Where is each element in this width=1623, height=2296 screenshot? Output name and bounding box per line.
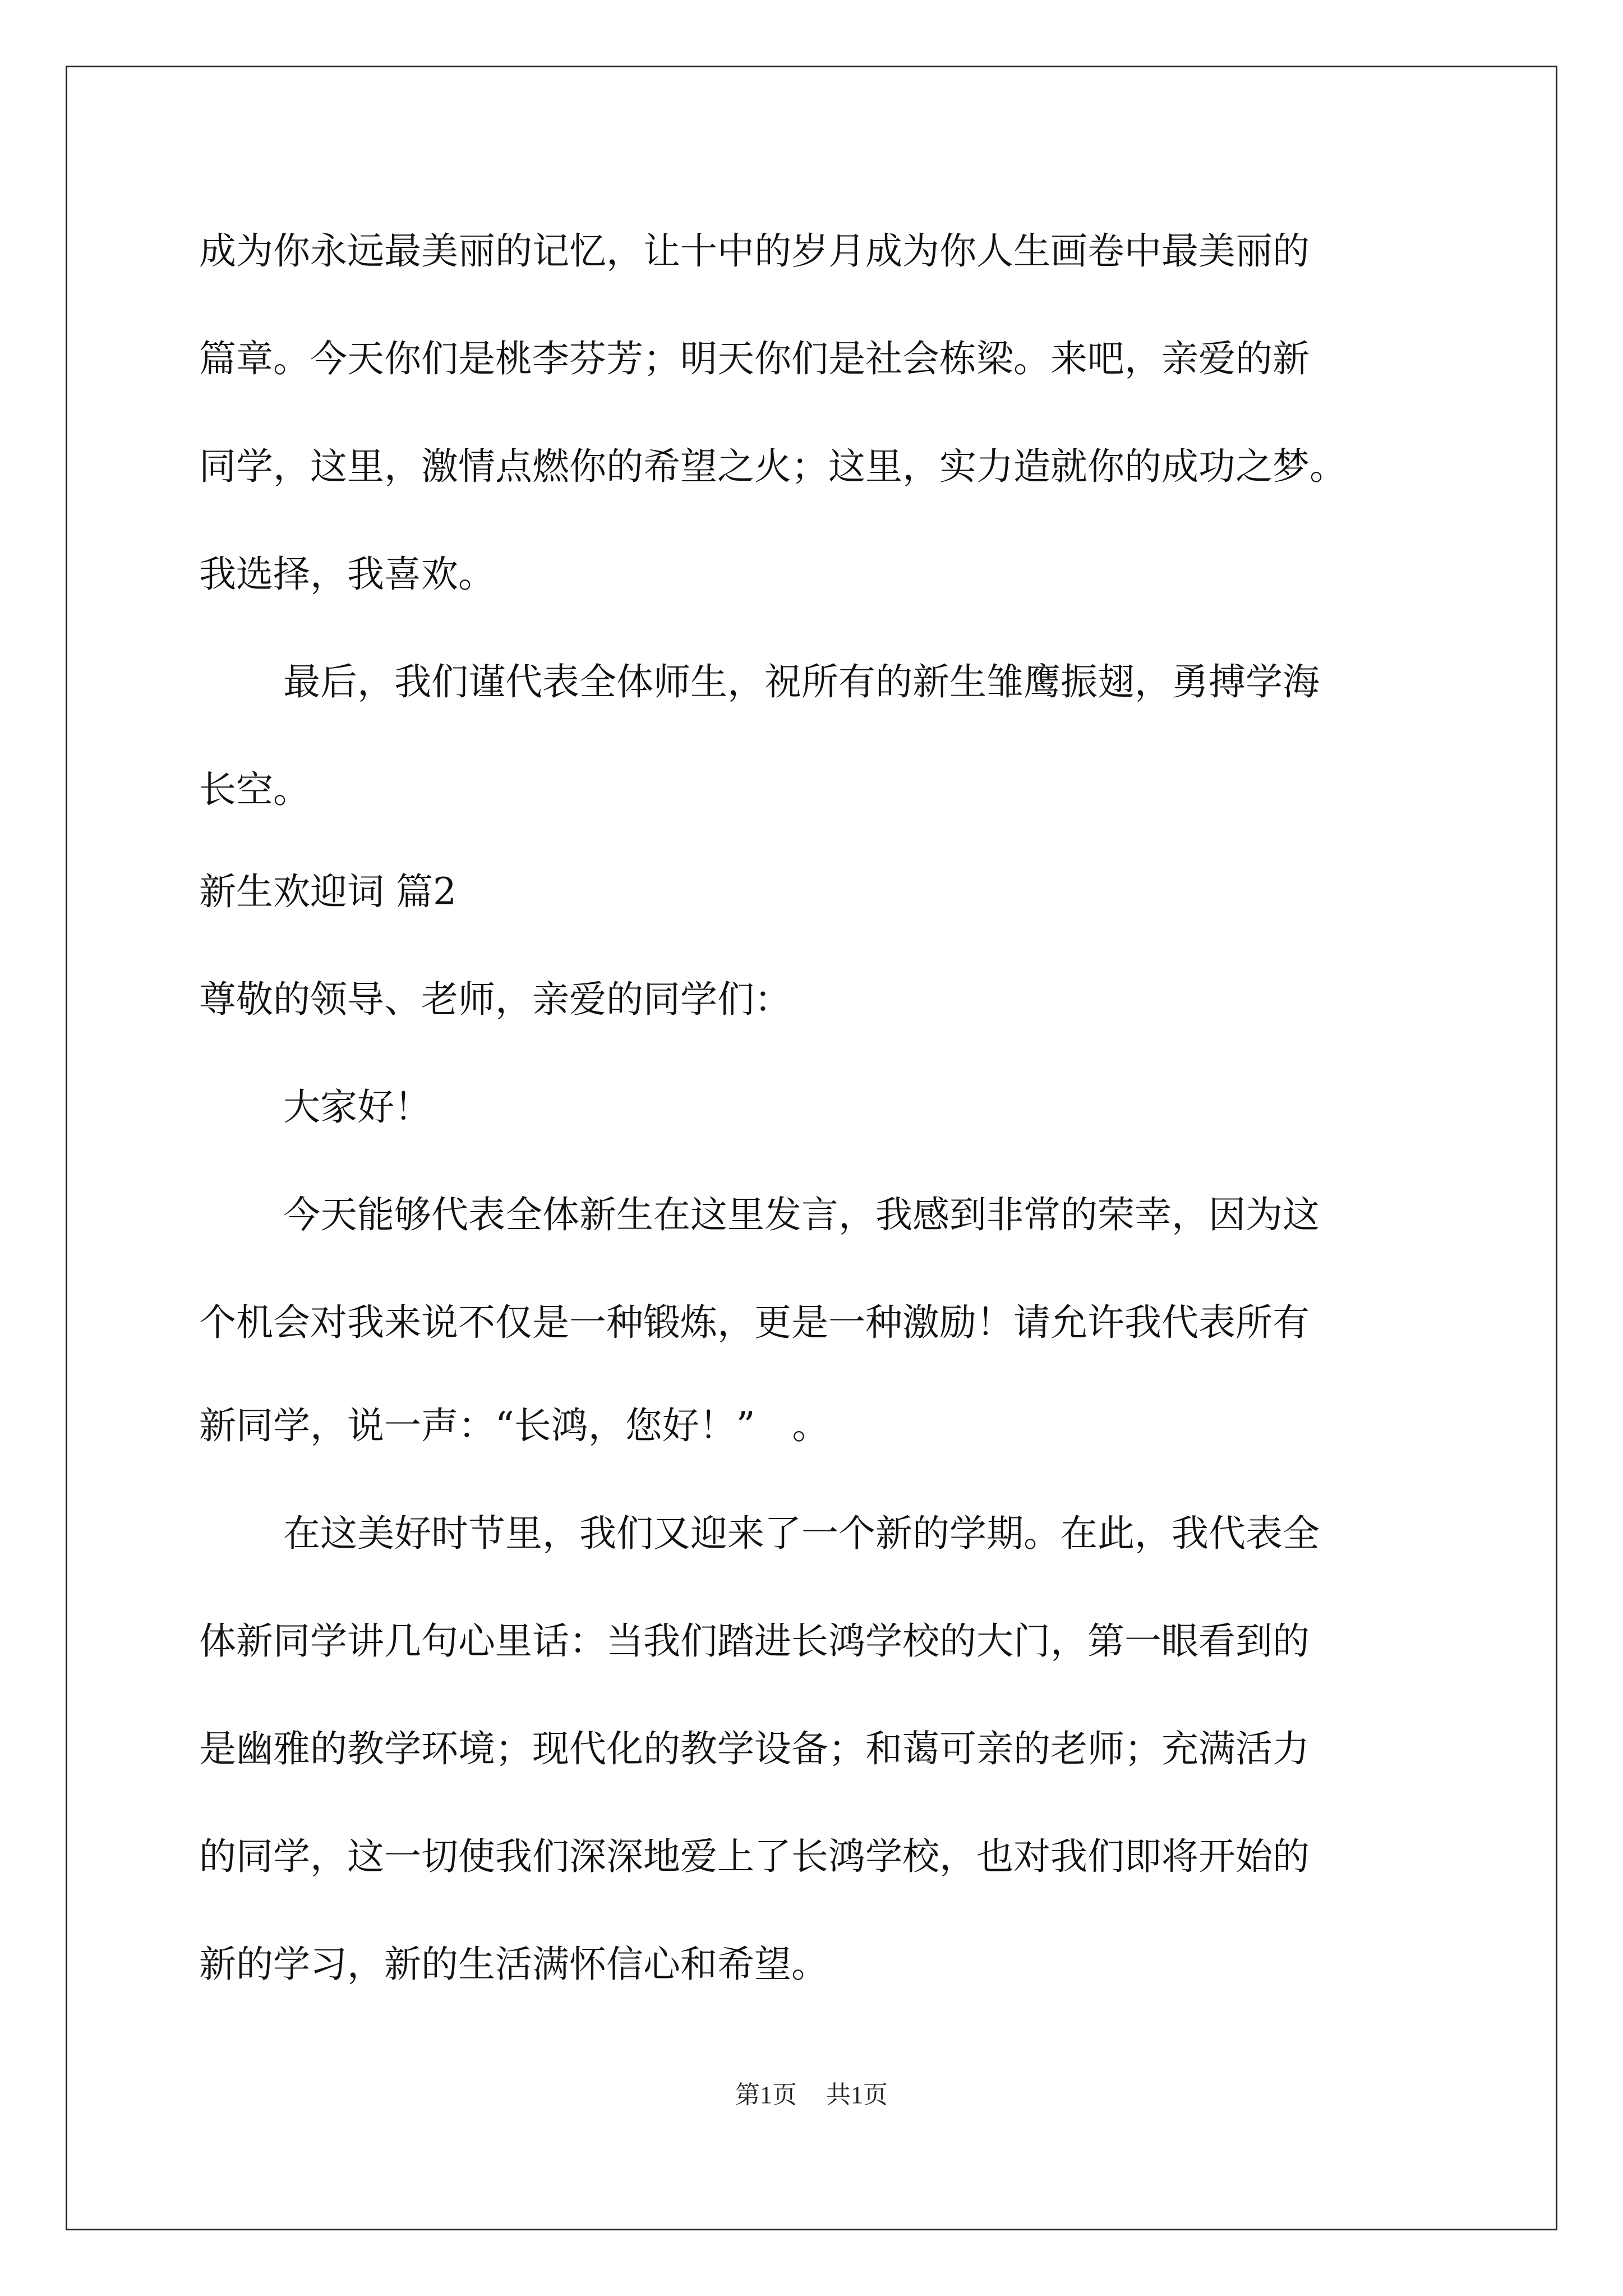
section-heading: 新生欢迎词 篇2 [199,870,457,913]
paragraph-line: 新的学习，新的生活满怀信心和希望。 [199,1943,828,1986]
paragraph-line: 篇章。今天你们是桃李芬芳；明天你们是社会栋梁。来吧，亲爱的新 [199,337,1310,380]
greeting: 大家好！ [283,1085,431,1129]
paragraph-line: 的同学，这一切使我们深深地爱上了长鸿学校，也对我们即将开始的 [199,1835,1310,1878]
salutation: 尊敬的领导、老师，亲爱的同学们： [199,978,791,1021]
paragraph-line: 成为你永远最美丽的记忆，让十中的岁月成为你人生画卷中最美丽的 [199,229,1310,273]
paragraph-line: 是幽雅的教学环境；现代化的教学设备；和蔼可亲的老师；充满活力 [199,1727,1310,1770]
paragraph-line: 最后，我们谨代表全体师生，祝所有的新生雏鹰振翅，勇搏学海 [283,660,1320,703]
paragraph-line: 体新同学讲几句心里话：当我们踏进长鸿学校的大门，第一眼看到的 [199,1619,1310,1663]
paragraph-line: 长空。 [199,768,310,811]
page-number: 第1页 [735,2081,797,2109]
page-border [66,66,1557,2230]
paragraph-line: 今天能够代表全体新生在这里发言，我感到非常的荣幸，因为这 [283,1193,1320,1236]
paragraph-line: 我选择，我喜欢。 [199,553,495,596]
paragraph-line: 在这美好时节里，我们又迎来了一个新的学期。在此，我代表全 [283,1512,1320,1555]
paragraph-line: 新同学，说一声：“长鸿，您好！” 。 [199,1404,829,1447]
paragraph-line: 同学，这里，激情点燃你的希望之火；这里，实力造就你的成功之梦。 [199,445,1347,488]
paragraph-line: 个机会对我来说不仅是一种锻炼，更是一种激励！请允许我代表所有 [199,1301,1310,1344]
page-footer [0,2078,1623,2112]
page-total: 共1页 [826,2081,888,2109]
